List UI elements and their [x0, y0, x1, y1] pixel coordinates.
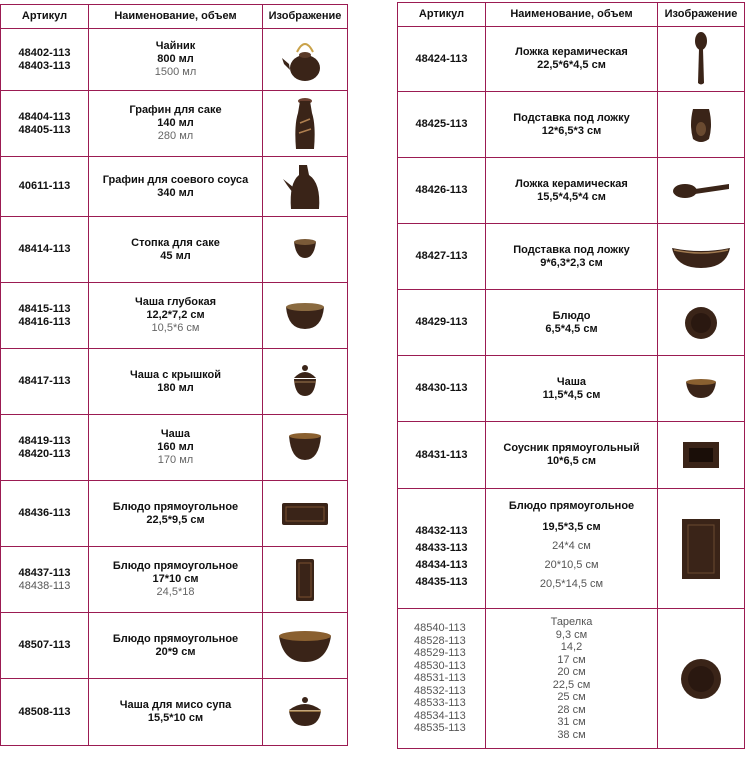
article-cell — [398, 290, 486, 356]
name-cell — [486, 224, 658, 290]
product-size: 28 см — [557, 703, 586, 716]
image-cell — [658, 290, 745, 356]
article-number: 48405-113 — [18, 123, 71, 136]
soy-carafe-icon — [263, 159, 347, 215]
article-cell — [398, 27, 486, 92]
article-cell — [398, 92, 486, 158]
product-name: Блюдо — [552, 309, 591, 322]
image-cell — [658, 422, 745, 489]
product-size: 14,2 — [560, 641, 583, 653]
product-name: Блюдо прямоугольное — [112, 560, 239, 572]
image-cell — [263, 547, 348, 613]
rect-plate-icon — [263, 499, 347, 529]
left-product-table — [0, 4, 348, 746]
product-size: 45 мл — [160, 249, 191, 262]
name-cell — [89, 91, 263, 157]
spoon-rest-icon — [658, 105, 744, 145]
product-size: 31 см — [557, 716, 586, 728]
product-size: 15,5*10 см — [147, 712, 204, 724]
image-cell — [658, 489, 745, 609]
image-cell — [658, 609, 745, 749]
product-size-alt: 1500 мл — [154, 66, 197, 78]
article-number: 48533-113 — [414, 697, 466, 710]
small-bowl-icon — [658, 378, 744, 400]
table-row — [1, 217, 348, 283]
article-number: 48435-113 — [415, 575, 468, 588]
header-image: Изображение — [658, 3, 745, 27]
sauce-dish-icon — [658, 440, 744, 470]
image-cell — [263, 217, 348, 283]
article-number: 48427-113 — [415, 250, 468, 262]
product-name: Соусник прямоугольный — [503, 442, 640, 454]
table-row — [1, 679, 348, 746]
spoon-icon — [658, 31, 744, 87]
product-size: 340 мл — [157, 186, 194, 199]
name-cell — [486, 422, 658, 489]
image-cell — [658, 224, 745, 290]
product-size: 800 мл — [157, 53, 194, 65]
name-cell — [486, 356, 658, 422]
name-cell — [89, 415, 263, 481]
rect-plate-tall-icon — [263, 557, 347, 603]
product-size-alt: 170 мл — [157, 454, 194, 466]
product-name: Тарелка — [550, 616, 593, 628]
name-cell — [89, 283, 263, 349]
product-name: Чаша для мисо супа — [119, 699, 232, 711]
product-size-alt: 20*10,5 см — [544, 559, 599, 571]
product-name: Ложка керамическая — [515, 177, 628, 190]
product-size: 6,5*4,5 см — [545, 322, 598, 335]
product-name: Ложка керамическая — [515, 46, 628, 58]
table-row — [1, 349, 348, 415]
article-cell — [398, 422, 486, 489]
table-row — [1, 547, 348, 613]
product-name: Чаша — [556, 375, 587, 388]
product-size-alt: 280 мл — [157, 130, 194, 142]
article-cell — [1, 283, 89, 349]
article-cell — [1, 679, 89, 746]
article-cell — [1, 415, 89, 481]
name-cell — [486, 27, 658, 92]
table-row — [398, 422, 745, 489]
table-row — [398, 489, 745, 609]
article-number: 48424-113 — [415, 52, 468, 65]
image-cell — [263, 481, 348, 547]
article-number: 48434-113 — [415, 558, 468, 571]
boat-rest-icon — [658, 244, 744, 270]
article-number: 48534-113 — [414, 709, 466, 722]
table-row — [398, 609, 745, 749]
sake-carafe-icon — [263, 95, 347, 153]
image-cell — [263, 349, 348, 415]
bowl-icon — [263, 432, 347, 464]
name-cell — [89, 217, 263, 283]
product-size-alt: 10,5*6 см — [151, 322, 200, 334]
table-row — [398, 224, 745, 290]
article-number: 48535-113 — [414, 722, 466, 735]
article-number: 48540-113 — [414, 622, 466, 635]
article-cell — [1, 349, 89, 415]
round-plate-icon — [658, 657, 744, 701]
article-number: 48419-113 — [18, 434, 71, 447]
article-number: 48437-113 — [18, 566, 71, 579]
article-cell — [1, 157, 89, 217]
product-size: 25 см — [557, 691, 586, 703]
article-number: 48431-113 — [415, 448, 468, 461]
name-cell — [89, 679, 263, 746]
article-cell — [1, 613, 89, 679]
product-size: 140 мл — [157, 117, 194, 129]
header-article: Артикул — [1, 5, 89, 29]
article-number: 48403-113 — [18, 59, 71, 72]
product-name: Подставка под ложку — [513, 111, 630, 124]
image-cell — [658, 92, 745, 158]
product-name: Графин для соевого соуса — [102, 173, 249, 186]
product-size: 9,3 см — [555, 628, 588, 641]
article-number: 48530-113 — [414, 659, 466, 672]
table-row — [398, 290, 745, 356]
product-name: Чаша глубокая — [134, 296, 216, 308]
article-cell — [1, 91, 89, 157]
product-size-alt: 24,5*18 — [156, 586, 195, 598]
image-cell — [263, 415, 348, 481]
article-number: 48414-113 — [18, 243, 71, 255]
article-cell — [398, 356, 486, 422]
article-cell — [398, 158, 486, 224]
article-number: 48438-113 — [18, 579, 71, 592]
article-number: 48507-113 — [18, 639, 71, 651]
lidded-bowl-icon — [263, 364, 347, 400]
product-size: 22,5 см — [552, 678, 591, 691]
name-cell — [89, 29, 263, 91]
article-number: 48429-113 — [415, 316, 468, 328]
header-name: Наименование, объем — [89, 5, 263, 29]
deep-bowl-icon — [263, 301, 347, 331]
table-row — [398, 356, 745, 422]
name-cell — [89, 481, 263, 547]
product-size: 38 см — [557, 728, 586, 741]
name-cell — [486, 290, 658, 356]
article-number: 48508-113 — [18, 705, 71, 718]
product-size-alt: 20,5*14,5 см — [539, 578, 604, 590]
product-size: 17*10 см — [152, 573, 199, 585]
article-number: 48402-113 — [18, 46, 71, 59]
product-size: 20 см — [557, 666, 586, 678]
article-number: 48415-113 — [18, 302, 71, 315]
table-row — [1, 415, 348, 481]
article-number: 48528-113 — [414, 634, 466, 647]
product-size: 11,5*4,5 см — [542, 388, 601, 401]
header-name: Наименование, объем — [486, 3, 658, 27]
product-name: Подставка под ложку — [513, 243, 630, 256]
image-cell — [658, 158, 745, 224]
name-cell — [89, 157, 263, 217]
image-cell — [263, 29, 348, 91]
image-cell — [658, 27, 745, 92]
article-number: 40611-113 — [18, 180, 71, 192]
small-plate-icon — [658, 305, 744, 341]
image-cell — [263, 157, 348, 217]
article-number: 48432-113 — [415, 524, 468, 537]
product-size: 180 мл — [157, 381, 194, 394]
table-row — [1, 613, 348, 679]
article-number: 48416-113 — [18, 315, 71, 328]
article-number: 48430-113 — [415, 382, 468, 394]
product-name: Чаша с крышкой — [130, 368, 221, 381]
table-row — [398, 92, 745, 158]
table-row — [1, 283, 348, 349]
product-name: Блюдо прямоугольное — [112, 632, 239, 645]
article-cell — [1, 481, 89, 547]
article-number: 48436-113 — [18, 507, 71, 519]
name-cell — [486, 158, 658, 224]
product-name: Графин для саке — [129, 104, 222, 116]
miso-bowl-icon — [263, 696, 347, 728]
table-row — [1, 91, 348, 157]
name-cell — [89, 349, 263, 415]
article-cell — [398, 489, 486, 609]
name-cell — [486, 489, 658, 609]
article-cell — [1, 547, 89, 613]
article-number: 48433-113 — [415, 541, 468, 554]
product-size: 22,5*9,5 см — [146, 513, 205, 526]
header-article: Артикул — [398, 3, 486, 27]
table-row — [398, 158, 745, 224]
product-size: 9*6,3*2,3 см — [540, 256, 603, 269]
product-name: Чайник — [155, 40, 196, 52]
article-cell — [398, 609, 486, 749]
image-cell — [263, 91, 348, 157]
product-size-alt: 24*4 см — [552, 540, 591, 552]
product-size: 10*6,5 см — [546, 455, 597, 467]
wide-bowl-icon — [263, 628, 347, 664]
article-number: 48531-113 — [414, 672, 466, 685]
name-cell — [486, 609, 658, 749]
product-size: 12,2*7,2 см — [146, 309, 205, 321]
spoon-side-icon — [658, 180, 744, 202]
teapot-icon — [263, 34, 347, 86]
article-number: 48404-113 — [18, 110, 71, 123]
article-cell — [1, 29, 89, 91]
table-row — [1, 481, 348, 547]
product-name: Блюдо прямоугольное — [112, 500, 239, 513]
article-number: 48532-113 — [414, 684, 466, 697]
article-cell — [1, 217, 89, 283]
product-name: Блюдо прямоугольное — [508, 500, 635, 512]
article-number: 48529-113 — [414, 647, 466, 660]
image-cell — [263, 679, 348, 746]
image-cell — [263, 613, 348, 679]
product-size: 19,5*3,5 см — [542, 521, 601, 533]
header-image: Изображение — [263, 5, 348, 29]
product-name: Стопка для саке — [131, 236, 220, 249]
product-size: 160 мл — [157, 441, 194, 453]
name-cell — [486, 92, 658, 158]
table-row — [1, 157, 348, 217]
article-number: 48417-113 — [18, 375, 71, 387]
article-cell — [398, 224, 486, 290]
image-cell — [658, 356, 745, 422]
product-size: 22,5*6*4,5 см — [537, 59, 606, 71]
product-size: 12*6,5*3 см — [541, 124, 602, 137]
name-cell — [89, 613, 263, 679]
table-row — [398, 27, 745, 92]
product-size: 15,5*4,5*4 см — [537, 190, 606, 203]
right-product-table — [397, 2, 745, 749]
article-number: 48426-113 — [415, 184, 468, 196]
article-number: 48425-113 — [415, 118, 468, 130]
image-cell — [263, 283, 348, 349]
product-size: 17 см — [557, 653, 586, 666]
table-row — [1, 29, 348, 91]
rect-tray-icon — [658, 517, 744, 581]
product-size: 20*9 см — [155, 645, 196, 658]
article-number: 48420-113 — [18, 447, 71, 460]
sake-cup-icon — [263, 238, 347, 262]
product-name: Чаша — [160, 428, 191, 440]
name-cell — [89, 547, 263, 613]
